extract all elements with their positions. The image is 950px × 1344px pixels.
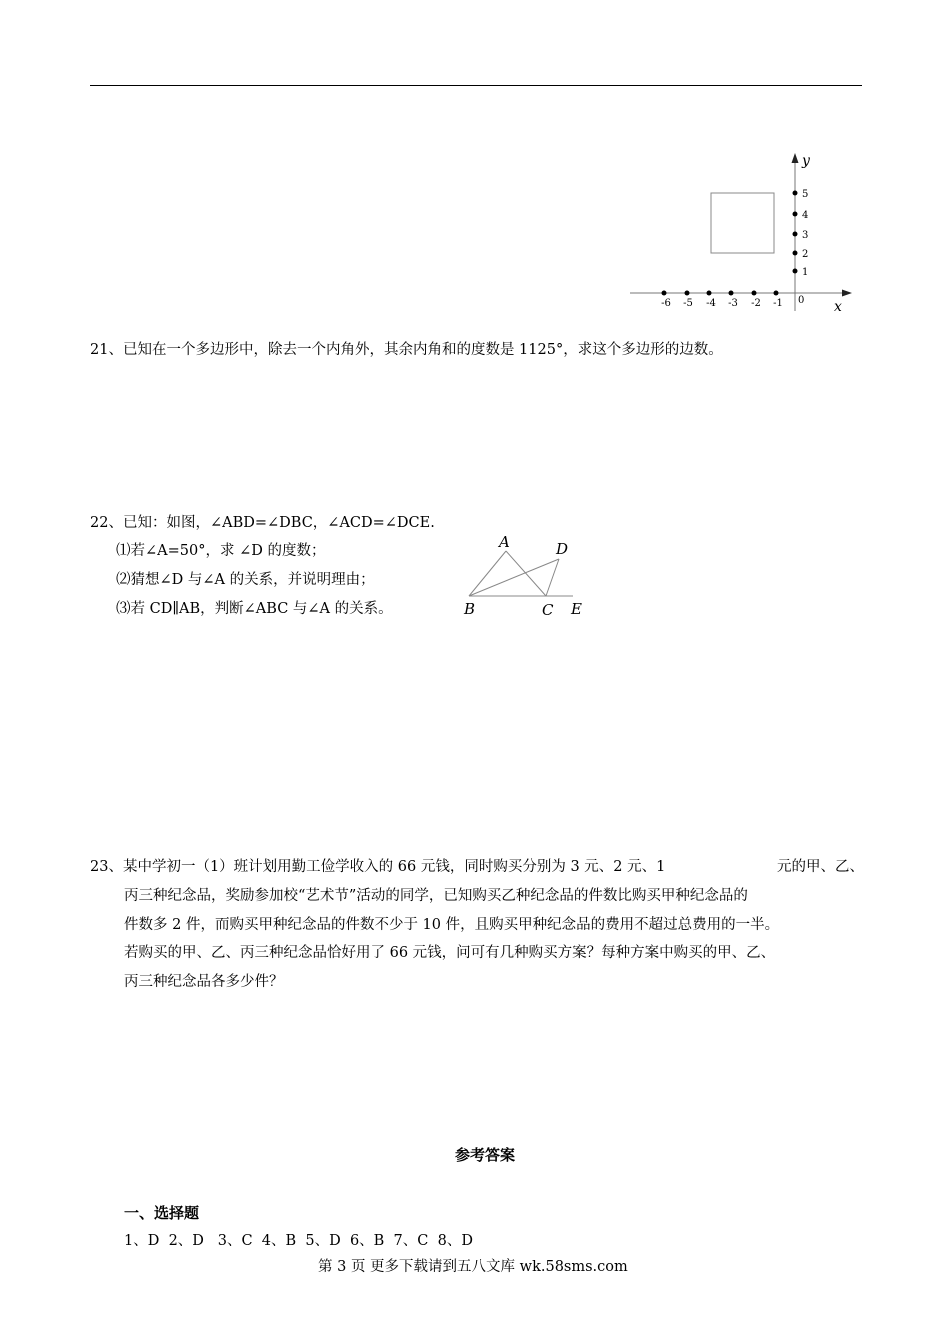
x-tick-labels <box>661 298 783 309</box>
triangle-figure <box>455 530 595 622</box>
question-22-part-2: ⑵猜想∠D 与∠A 的关系，并说明理由； <box>116 572 375 588</box>
line-AC <box>506 551 546 596</box>
point-label-E: E <box>571 600 582 618</box>
question-23-line-5: 丙三种纪念品各多少件？ <box>124 974 284 990</box>
top-rule <box>90 85 862 86</box>
x-axis-arrow <box>842 290 852 297</box>
x-tick-label: -1 <box>773 298 783 309</box>
question-21: 21、已知在一个多边形中，除去一个内角外，其余内角和的度数是 1125°，求这个多边形的边数。 <box>90 342 723 358</box>
question-23-line-1b: 元的甲、乙、 <box>777 859 864 875</box>
y-tick-label: 5 <box>802 189 809 200</box>
question-23-line-2: 丙三种纪念品，奖励参加校“艺术节”活动的同学，已知购买乙种纪念品的件数比购买甲种纪念品的 <box>124 888 748 904</box>
line-BD <box>469 559 559 596</box>
y-tick-labels <box>802 189 808 278</box>
question-22-part-3: ⑶若 CD∥AB，判断∠ABC 与∠A 的关系。 <box>116 601 393 617</box>
x-point <box>752 291 757 296</box>
origin-label: 0 <box>798 295 805 306</box>
y-tick-label: 2 <box>802 249 809 260</box>
x-tick-label: -5 <box>683 298 693 309</box>
line-BA <box>469 551 506 596</box>
square-shape <box>711 193 774 253</box>
y-tick-label: 3 <box>802 230 809 241</box>
question-23-line-4: 若购买的甲、乙、丙三种纪念品恰好用了 66 元钱，问可有几种购买方案？每种方案中购买的甲、乙、 <box>124 945 776 961</box>
point-label-B: B <box>464 600 476 618</box>
x-point <box>729 291 734 296</box>
point-label-D: D <box>556 540 569 558</box>
page-footer: 第 3 页 更多下载请到五八文库 wk.58sms.com <box>318 1259 628 1275</box>
y-point <box>793 212 798 217</box>
x-tick-label: -6 <box>661 298 671 309</box>
x-point <box>774 291 779 296</box>
question-22-stem: 22、已知：如图，∠ABD=∠DBC，∠ACD=∠DCE. <box>90 515 435 531</box>
y-point <box>793 191 798 196</box>
y-point <box>793 269 798 274</box>
x-point <box>685 291 690 296</box>
line-DC <box>546 559 559 596</box>
answers-line-1: 1、D 2、D 3、C 4、B 5、D 6、B 7、C 8、D <box>124 1233 473 1249</box>
y-point <box>793 251 798 256</box>
coordinate-figure <box>620 145 860 320</box>
x-tick-label: -2 <box>751 298 761 309</box>
x-tick-label: -3 <box>728 298 738 309</box>
x-point <box>662 291 667 296</box>
answers-section-1: 一、选择题 <box>124 1204 200 1222</box>
point-label-A: A <box>499 533 510 551</box>
x-axis-label: x <box>834 299 842 315</box>
y-point <box>793 232 798 237</box>
y-axis-arrow <box>792 153 799 163</box>
x-point <box>707 291 712 296</box>
point-label-C: C <box>542 601 554 619</box>
y-tick-label: 1 <box>802 267 809 278</box>
y-tick-label: 4 <box>802 210 809 221</box>
question-23-line-1a: 23、某中学初一（1）班计划用勤工俭学收入的 66 元钱，同时购买分别为 3 元、2 元、1 <box>90 859 666 875</box>
y-axis-label: y <box>802 153 810 169</box>
question-23-line-3: 件数多 2 件，而购买甲种纪念品的件数不少于 10 件，且购买甲种纪念品的费用不超过总费用的一半。 <box>124 917 780 933</box>
x-tick-label: -4 <box>706 298 716 309</box>
answers-title: 参考答案 <box>455 1146 516 1164</box>
question-22-part-1: ⑴若∠A=50°，求 ∠D 的度数； <box>116 543 326 559</box>
